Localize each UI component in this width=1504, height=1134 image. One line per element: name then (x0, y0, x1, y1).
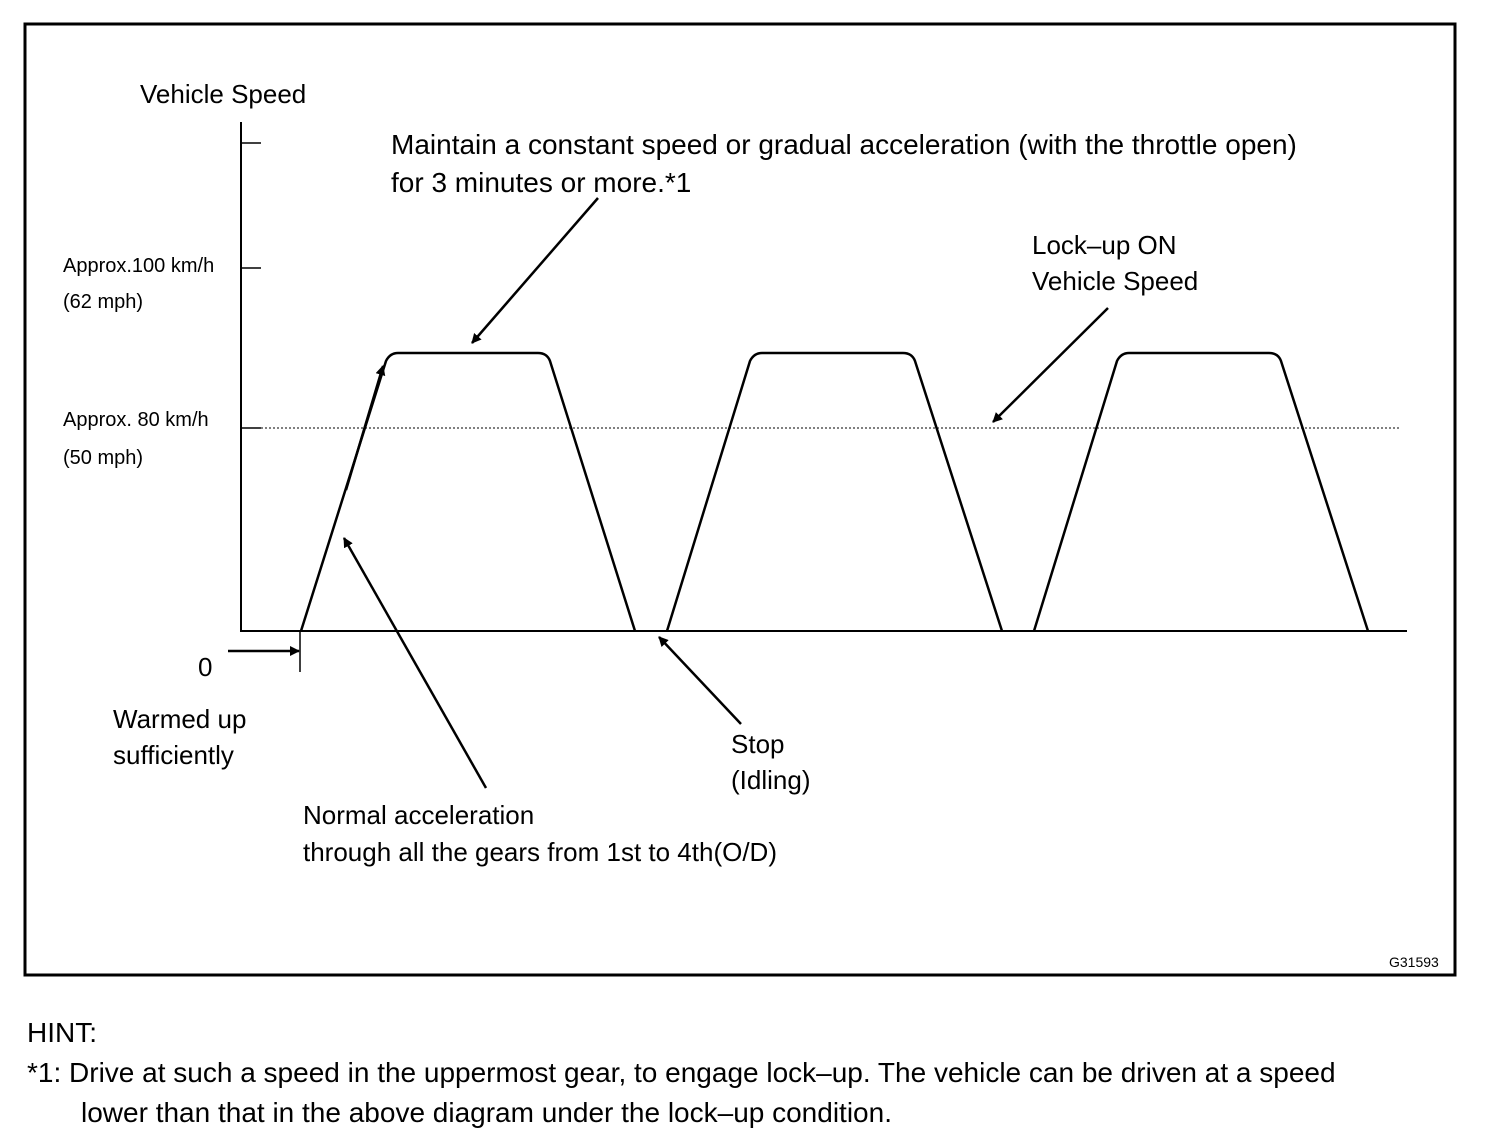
stop-label-line1: Stop (731, 729, 785, 759)
warmed-up-label-line2: sufficiently (113, 740, 234, 770)
tick-sublabel-50mph: (50 mph) (63, 447, 144, 469)
tick-label-80kmh: Approx. 80 km/h (63, 409, 209, 431)
maintain-speed-note-line1: Maintain a constant speed or gradual acceleration (with the throttle open) (391, 129, 1297, 160)
tick-label-100kmh: Approx.100 km/h (63, 255, 215, 277)
figure-code: G31593 (1389, 954, 1439, 970)
normal-acceleration-label-line1: Normal acceleration (303, 800, 535, 830)
diagram-frame (25, 24, 1455, 975)
lockup-on-arrow (993, 308, 1108, 422)
y-axis-title: Vehicle Speed (140, 79, 307, 109)
hint-line2: lower than that in the above diagram under the lock–up condition. (81, 1097, 892, 1128)
lockup-on-label-line1: Lock–up ON (1032, 230, 1177, 260)
stop-label-line2: (Idling) (731, 765, 811, 795)
maintain-speed-arrow (472, 198, 598, 343)
stop-idling-arrow (659, 637, 741, 724)
speed-cycle-2 (667, 353, 1002, 631)
maintain-speed-note-line2: for 3 minutes or more.*1 (391, 167, 692, 198)
hint-line1: *1: Drive at such a speed in the uppermost gear, to engage lock–up. The vehicle can be driven at a speed (27, 1057, 1336, 1088)
y-axis-zero-label: 0 (198, 652, 213, 682)
normal-acceleration-label-line2: through all the gears from 1st to 4th(O/D) (303, 837, 777, 867)
normal-acceleration-arrow (344, 538, 486, 788)
tick-sublabel-62mph: (62 mph) (63, 291, 144, 313)
lockup-on-label-line2: Vehicle Speed (1032, 266, 1199, 296)
speed-cycle-3 (1034, 353, 1368, 631)
speed-cycle-1 (301, 353, 635, 631)
hint-title: HINT: (27, 1017, 97, 1048)
warmed-up-label-line1: Warmed up (113, 704, 247, 734)
